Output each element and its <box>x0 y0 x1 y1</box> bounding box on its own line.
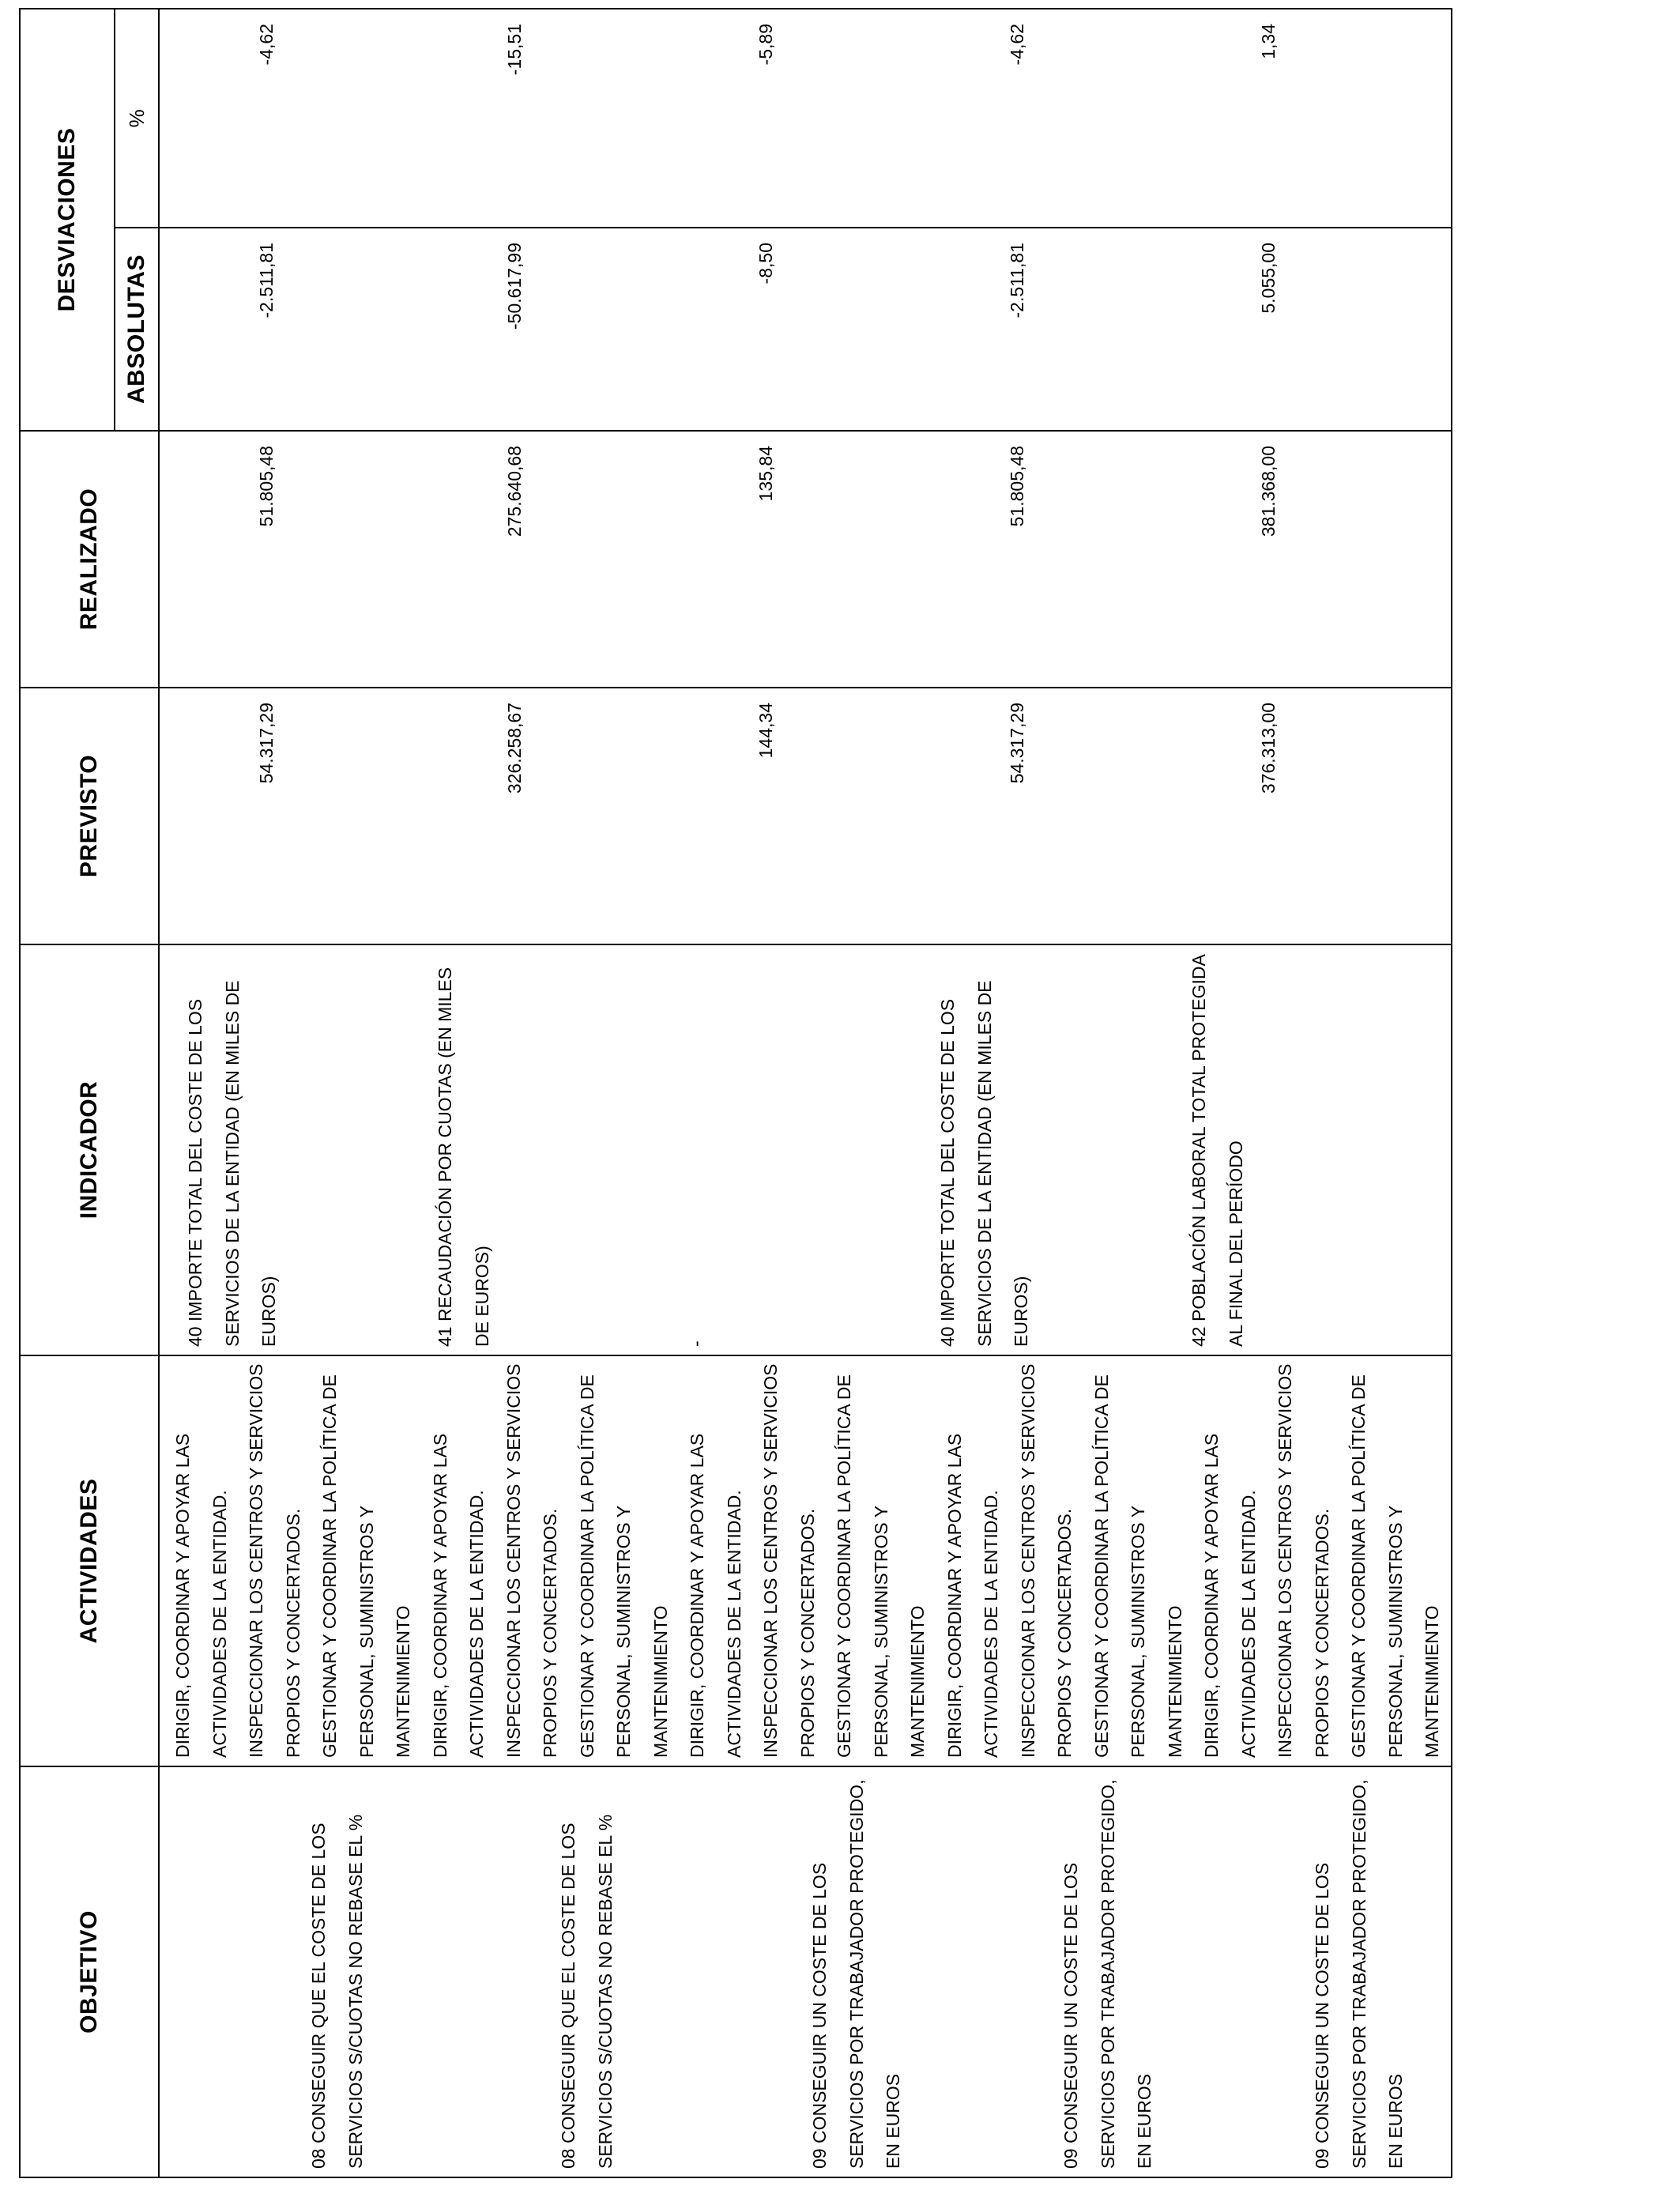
actividad-item: INSPECCIONAR LOS CENTROS Y SERVICIOS PROPIOS Y CONCERTADOS. <box>760 1363 818 1758</box>
actividad-item: GESTIONAR Y COORDINAR LA POLÍTICA DE PERSONAL, SUMINISTROS Y MANTENIMIENTO <box>576 1374 671 1758</box>
actividad-item: DIRIGIR, COORDINAR Y APOYAR LAS ACTIVIDADES DE LA ENTIDAD. <box>172 1433 230 1758</box>
previsto-4: 54.317,29 <box>1007 703 1027 784</box>
objetivo-1: 08 CONSEGUIR QUE EL COSTE DE LOS SERVICIOS S/CUOTAS NO REBASE EL % <box>308 1814 366 2169</box>
indicador-5: 42 POBLACIÓN LABORAL TOTAL PROTEGIDA AL FINAL DEL PERÍODO <box>1188 955 1246 1347</box>
objetivo-cell <box>159 1766 1452 2177</box>
porcentaje-2: -15,51 <box>504 24 525 76</box>
table-body-row <box>159 9 1452 2177</box>
actividad-item: DIRIGIR, COORDINAR Y APOYAR LAS ACTIVIDADES DE LA ENTIDAD. <box>687 1433 744 1758</box>
previsto-1: 54.317,29 <box>256 703 277 784</box>
header-indicador: INDICADOR <box>20 944 159 1355</box>
absolutas-2: -50.617,99 <box>504 243 525 330</box>
realizado-3: 135,84 <box>755 446 776 502</box>
actividad-item: DIRIGIR, COORDINAR Y APOYAR LAS ACTIVIDADES DE LA ENTIDAD. <box>1201 1433 1259 1758</box>
actividad-item: GESTIONAR Y COORDINAR LA POLÍTICA DE PERSONAL, SUMINISTROS Y MANTENIMIENTO <box>319 1374 413 1758</box>
header-objetivo: OBJETIVO <box>20 1766 159 2177</box>
actividad-item: DIRIGIR, COORDINAR Y APOYAR LAS ACTIVIDADES DE LA ENTIDAD. <box>944 1433 1001 1758</box>
header-absolutas: ABSOLUTAS <box>115 228 159 431</box>
actividad-item: INSPECCIONAR LOS CENTROS Y SERVICIOS PROPIOS Y CONCERTADOS. <box>503 1363 560 1758</box>
indicador-1: 40 IMPORTE TOTAL DEL COSTE DE LOS SERVICIOS DE LA ENTIDAD (EN MILES DE EUROS) <box>185 980 279 1347</box>
actividad-item: INSPECCIONAR LOS CENTROS Y SERVICIOS PROPIOS Y CONCERTADOS. <box>1275 1363 1332 1758</box>
porcentaje-5: 1,34 <box>1258 24 1279 59</box>
absolutas-1: -2.511,81 <box>256 243 277 319</box>
actividad-item: INSPECCIONAR LOS CENTROS Y SERVICIOS PROPIOS Y CONCERTADOS. <box>1017 1363 1075 1758</box>
header-actividades: ACTIVIDADES <box>20 1355 159 1766</box>
previsto-3: 144,34 <box>755 703 776 759</box>
indicador-3: - <box>686 1340 706 1347</box>
realizado-2: 275.640,68 <box>504 446 525 537</box>
porcentaje-4: -4,62 <box>1007 24 1027 66</box>
header-porcentaje: % <box>115 9 159 228</box>
objetivo-2: 08 CONSEGUIR QUE EL COSTE DE LOS SERVICIOS S/CUOTAS NO REBASE EL % <box>558 1814 616 2169</box>
realizado-1: 51.805,48 <box>256 446 277 527</box>
objetivo-5: 09 CONSEGUIR UN COSTE DE LOS SERVICIOS POR TRABAJADOR PROTEGIDO, EN EUROS <box>1312 1779 1406 2169</box>
objetivo-4: 09 CONSEGUIR UN COSTE DE LOS SERVICIOS POR TRABAJADOR PROTEGIDO, EN EUROS <box>1060 1779 1155 2169</box>
absolutas-cell <box>159 228 1452 431</box>
indicador-4: 40 IMPORTE TOTAL DEL COSTE DE LOS SERVICIOS DE LA ENTIDAD (EN MILES DE EUROS) <box>937 980 1031 1347</box>
actividad-item: GESTIONAR Y COORDINAR LA POLÍTICA DE PERSONAL, SUMINISTROS Y MANTENIMIENTO <box>834 1374 928 1758</box>
header-row <box>20 9 115 2177</box>
realizado-cell <box>159 431 1452 688</box>
absolutas-4: -2.511,81 <box>1007 243 1027 319</box>
absolutas-5: 5.055,00 <box>1258 243 1279 314</box>
objectives-table <box>19 8 1452 2178</box>
indicador-2: 41 RECAUDACIÓN POR CUOTAS (EN MILES DE EUROS) <box>435 967 492 1347</box>
objetivo-3: 09 CONSEGUIR UN COSTE DE LOS SERVICIOS POR TRABAJADOR PROTEGIDO, EN EUROS <box>809 1779 903 2169</box>
realizado-5: 381.368,00 <box>1258 446 1279 537</box>
indicador-cell <box>159 944 1452 1355</box>
previsto-5: 376.313,00 <box>1258 703 1279 794</box>
previsto-2: 326.258,67 <box>504 703 525 794</box>
header-realizado: REALIZADO <box>20 431 159 688</box>
actividades-cell <box>159 1355 1452 1766</box>
porcentaje-3: -5,89 <box>755 24 776 66</box>
actividad-item: DIRIGIR, COORDINAR Y APOYAR LAS ACTIVIDADES DE LA ENTIDAD. <box>429 1433 487 1758</box>
actividad-item: GESTIONAR Y COORDINAR LA POLÍTICA DE PERSONAL, SUMINISTROS Y MANTENIMIENTO <box>1090 1374 1185 1758</box>
actividad-item: GESTIONAR Y COORDINAR LA POLÍTICA DE PERSONAL, SUMINISTROS Y MANTENIMIENTO <box>1348 1374 1442 1758</box>
porcentaje-cell <box>159 9 1452 228</box>
realizado-4: 51.805,48 <box>1007 446 1027 527</box>
header-desviaciones: DESVIACIONES <box>20 9 115 431</box>
previsto-cell <box>159 688 1452 944</box>
porcentaje-1: -4,62 <box>256 24 277 66</box>
absolutas-3: -8,50 <box>755 243 776 285</box>
actividad-item: INSPECCIONAR LOS CENTROS Y SERVICIOS PROPIOS Y CONCERTADOS. <box>246 1363 303 1758</box>
rotated-page <box>19 9 1442 2178</box>
header-previsto: PREVISTO <box>20 688 159 944</box>
